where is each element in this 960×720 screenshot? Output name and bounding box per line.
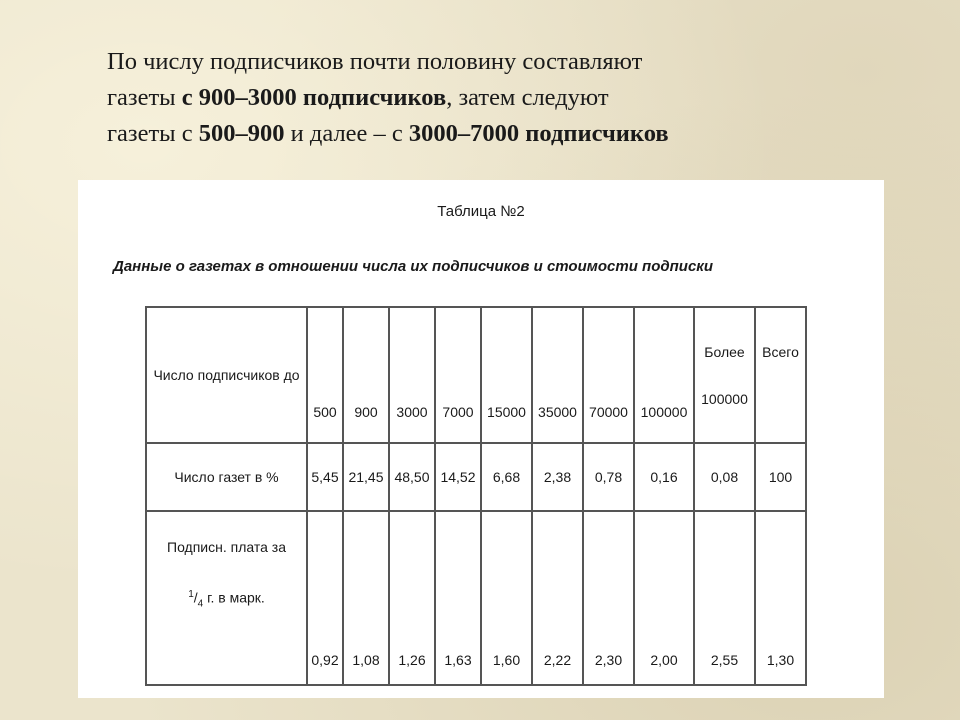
price-label-tail: г. в марк. xyxy=(203,589,265,606)
table-sheet xyxy=(78,180,884,698)
table-cell: 2,22 xyxy=(532,511,583,685)
table-row-percent xyxy=(146,443,806,511)
row-label: Число газет в % xyxy=(146,443,307,511)
price-label-tail-line: $^1/_4$ г. в марк. xyxy=(188,589,265,610)
header-cell: 500 xyxy=(307,307,343,443)
price-label-line1: Подписн. плата за xyxy=(167,539,286,555)
fraction-denominator: 4 xyxy=(197,598,204,610)
table-cell: 14,52 xyxy=(435,443,481,511)
table-cell: 0,78 xyxy=(583,443,634,511)
intro-line-3c: и далее – с xyxy=(284,120,409,147)
header-cell: 70000 xyxy=(583,307,634,443)
header-cell: 100000 xyxy=(634,307,694,443)
table-cell: 2,30 xyxy=(583,511,634,685)
fraction-numerator: 1 xyxy=(188,589,194,600)
table-cell: 2,55 xyxy=(694,511,755,685)
table-cell: 21,45 xyxy=(343,443,389,511)
intro-line-2a: газеты xyxy=(107,84,182,111)
header-more-value: 100000 xyxy=(701,391,748,407)
header-label: Число подписчиков до xyxy=(146,307,307,443)
table-cell: 0,16 xyxy=(634,443,694,511)
intro-line-1: По числу подписчиков почти половину составляют xyxy=(107,48,643,75)
table-cell: 100 xyxy=(755,443,806,511)
table-cell: 2,00 xyxy=(634,511,694,685)
intro-line-3b: 500–900 xyxy=(198,120,285,147)
table-cell: 1,30 xyxy=(755,511,806,685)
intro-line-2b: с 900–3000 подписчиков xyxy=(181,84,447,111)
header-cell: 35000 xyxy=(532,307,583,443)
table-cell: 1,26 xyxy=(389,511,435,685)
header-row xyxy=(146,307,806,443)
row-label xyxy=(146,511,307,685)
table-title: Таблица №2 xyxy=(437,203,525,220)
table-cell: 2,38 xyxy=(532,443,583,511)
table-cell: 0,92 xyxy=(307,511,343,685)
table-cell: 5,45 xyxy=(307,443,343,511)
table-cell: 1,63 xyxy=(435,511,481,685)
table-cell: 0,08 xyxy=(694,443,755,511)
table-cell: 1,08 xyxy=(343,511,389,685)
table-row-price xyxy=(146,511,806,685)
header-cell: 3000 xyxy=(389,307,435,443)
header-cell: 15000 xyxy=(481,307,532,443)
table-cell: 48,50 xyxy=(389,443,435,511)
header-more-label: Более xyxy=(704,344,745,360)
intro-line-3a: газеты с xyxy=(107,120,199,147)
intro-line-3d: 3000–7000 подписчиков xyxy=(408,120,669,147)
table-cell: 6,68 xyxy=(481,443,532,511)
header-cell: 900 xyxy=(343,307,389,443)
header-total-label: Всего xyxy=(762,344,799,360)
header-cell-total xyxy=(755,307,806,443)
header-cell-more xyxy=(694,307,755,443)
table-caption: Данные о газетах в отношении числа их подписчиков и стоимости подписки xyxy=(113,258,714,275)
data-table xyxy=(145,306,807,686)
intro-text xyxy=(107,44,907,152)
table-cell: 1,60 xyxy=(481,511,532,685)
intro-line-2c: , затем следуют xyxy=(446,84,609,111)
header-cell: 7000 xyxy=(435,307,481,443)
